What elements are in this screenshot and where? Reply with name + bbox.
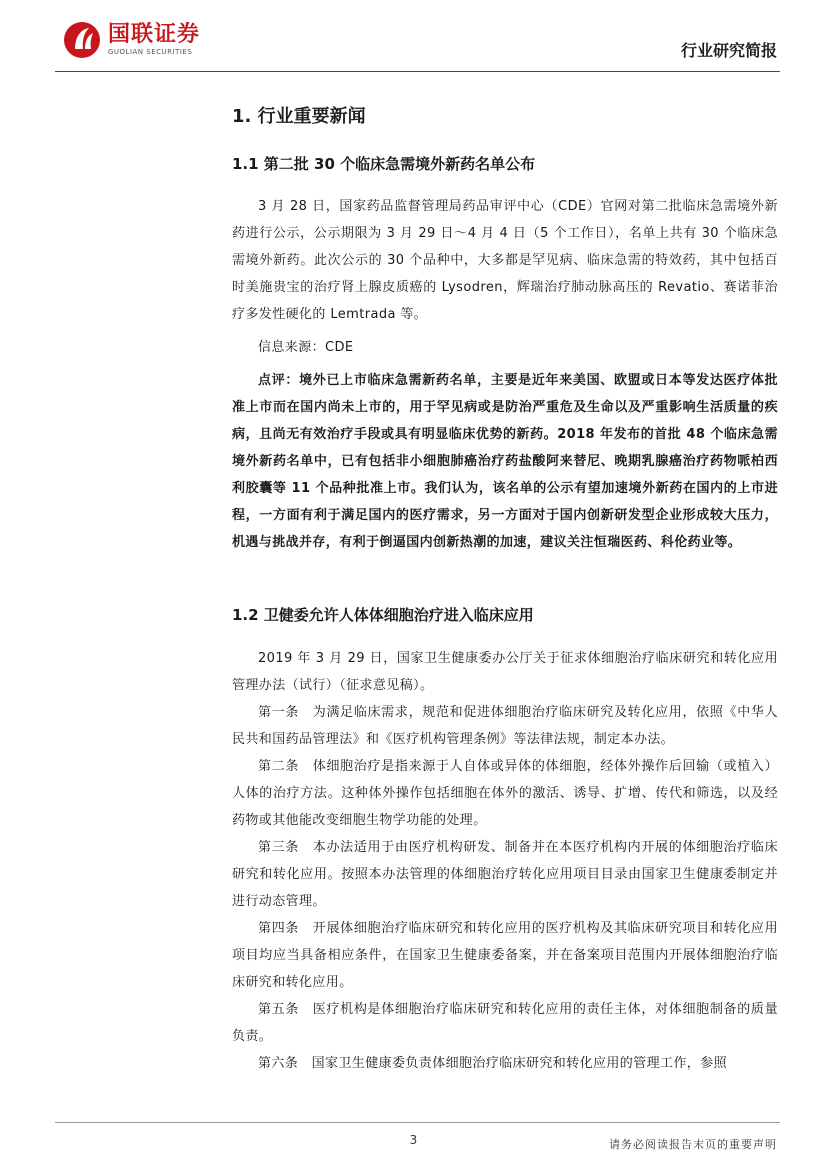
page-header [0,0,827,72]
article-3: 第三条 本办法适用于由医疗机构研发、制备并在本医疗机构内开展的体细胞治疗临床研究和转化应用。按照本办法管理的体细胞治疗转化应用项目目录由国家卫生健康委制定并进行动态管理。 [232,840,778,909]
section-heading: 1. 行业重要新闻 [232,106,366,127]
news-1-paragraph: 3 月 28 日，国家药品监督管理局药品审评中心（CDE）官网对第二批临床急需境外新药进行公示，公示期限为 3 月 29 日～4 月 4 日（5 个工作日），名单上共有 30 个临床急需境外新药。此次公示的 30 个品种中，大多都是罕见病、临床急需的特效药，其中包括百时美施贵宝的治疗肾上腺皮质癌的 Lysodren，辉瑞治疗肺动脉高压的 Revatio、赛诺菲治疗多发性硬化的 Lemtrada 等。 [232,199,778,322]
logo-english-name: GUOLIAN SECURITIES [108,48,193,56]
news-1-comment: 点评：境外已上市临床急需新药名单，主要是近年来美国、欧盟或日本等发达医疗体批准上市而在国内尚未上市的，用于罕见病或是防治严重危及生命以及严重影响生活质量的疾病，且尚无有效治疗手段或具有明显临床优势的新药。2018 年发布的首批 48 个临床急需境外新药名单中，已有包括非小细胞肺癌治疗药盐酸阿来替尼、晚期乳腺癌治疗药物哌柏西利胶囊等 11 个品种批准上市。我们认为，该名单的公示有望加速境外新药在国内的上市进程，一方面有利于满足国内的医疗需求，另一方面对于国内创新研发型企业形成较大压力，机遇与挑战并存，有利于倒逼国内创新热潮的加速，建议关注恒瑞医药、科伦药业等。 [232,373,778,550]
disclaimer-note: 请务必阅读报告末页的重要声明 [609,1138,777,1151]
page-number: 3 [409,1133,418,1147]
article-5: 第五条 医疗机构是体细胞治疗临床研究和转化应用的责任主体，对体细胞制备的质量负责。 [232,1002,778,1044]
article-2: 第二条 体细胞治疗是指来源于人自体或异体的体细胞，经体外操作后回输（或植入）人体的治疗方法。这种体外操作包括细胞在体外的激活、诱导、扩增、传代和筛选，以及经药物或其他能改变细胞生物学功能的处理。 [232,759,778,828]
header-divider [55,71,780,72]
article-4: 第四条 开展体细胞治疗临床研究和转化应用的医疗机构及其临床研究项目和转化应用项目均应当具备相应条件，在国家卫生健康委备案，并在备案项目范围内开展体细胞治疗临床研究和转化应用。 [232,921,778,990]
news-2-intro: 2019 年 3 月 29 日，国家卫生健康委办公厅关于征求体细胞治疗临床研究和转化应用管理办法（试行）（征求意见稿）。 [232,651,778,693]
footer-divider [55,1122,780,1123]
logo-mark-icon [62,20,102,60]
news-1-heading: 1.1 第二批 30 个临床急需境外新药名单公布 [232,155,536,173]
article-1: 第一条 为满足临床需求，规范和促进体细胞治疗临床研究及转化应用，依照《中华人民共和国药品管理法》和《医疗机构管理条例》等法律法规，制定本办法。 [232,705,778,747]
report-body [232,102,778,1077]
company-logo [62,18,200,62]
news-1-source: 信息来源：CDE [258,340,354,355]
report-type-label: 行业研究简报 [680,41,777,60]
logo-chinese-name: 国联证券 [108,22,201,47]
article-6: 第六条 国家卫生健康委负责体细胞治疗临床研究和转化应用的管理工作，参照 [258,1056,728,1071]
news-2-heading: 1.2 卫健委允许人体体细胞治疗进入临床应用 [232,606,534,624]
